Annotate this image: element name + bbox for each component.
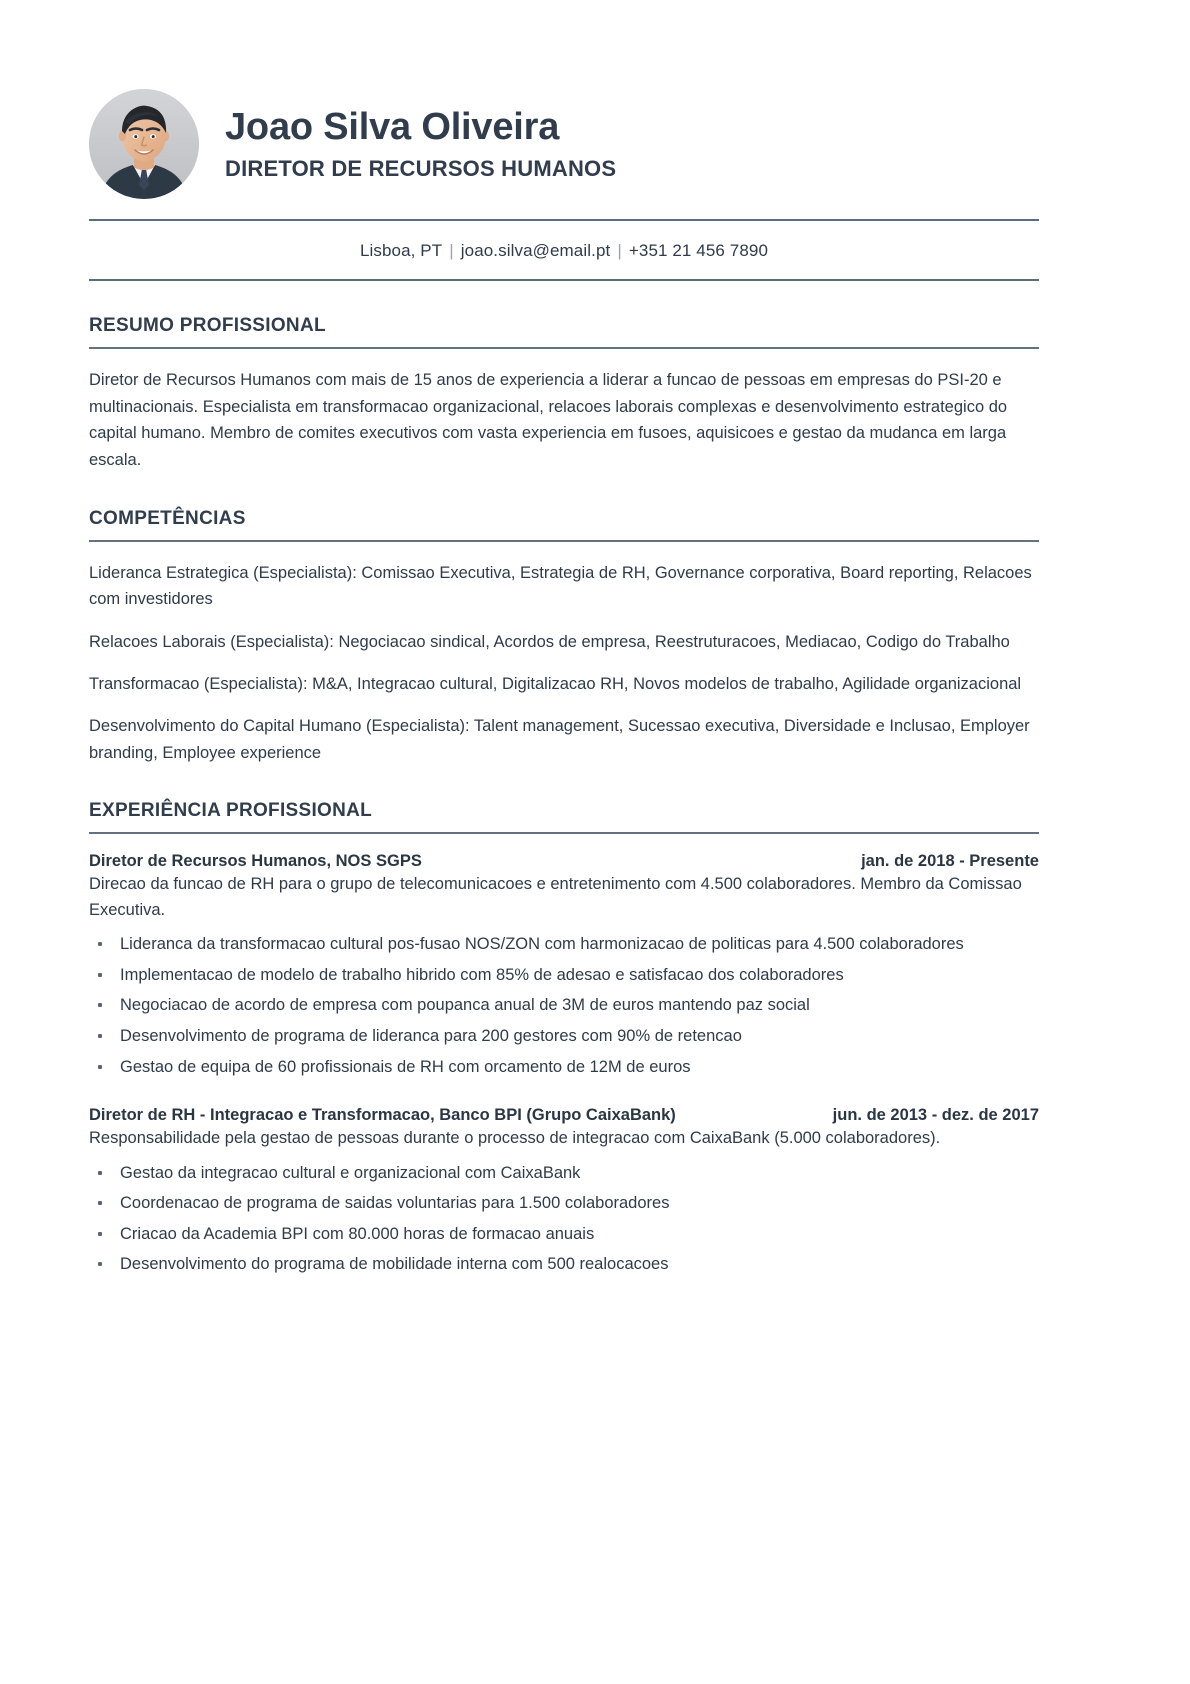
resume-content	[89, 85, 1039, 1278]
experience-dates: jun. de 2013 - dez. de 2017	[832, 1106, 1039, 1125]
experience-bullet-list	[89, 932, 1039, 1080]
list-item: Desenvolvimento do programa de mobilidade interna com 500 realocacoes	[89, 1252, 1039, 1278]
experience-description: Responsabilidade pela gestao de pessoas durante o processo de integracao com CaixaBank (5.000 colaboradores).	[89, 1129, 941, 1148]
section-heading-experience: EXPERIÊNCIA PROFISSIONAL	[89, 800, 373, 822]
section-rule-summary	[89, 347, 1039, 349]
section-rule-skills	[89, 540, 1039, 542]
skill-item: Lideranca Estrategica (Especialista): Comissao Executiva, Estrategia de RH, Governance corporativa, Board reporting, Relacoes com investidores	[89, 563, 1032, 609]
experience-entry-header	[89, 1106, 1039, 1125]
experience-dates: jan. de 2018 - Presente	[861, 852, 1039, 871]
list-item: Negociacao de acordo de empresa com poupanca anual de 3M de euros mantendo paz social	[89, 993, 1039, 1019]
headline-job-title: DIRETOR DE RECURSOS HUMANOS	[225, 156, 617, 182]
experience-entry-header	[89, 852, 1039, 871]
contact-bar	[89, 221, 1039, 279]
experience-entry	[89, 1106, 1039, 1278]
list-item: Coordenacao de programa de saidas voluntarias para 1.500 colaboradores	[89, 1191, 1039, 1217]
profile-photo-icon	[89, 89, 199, 199]
experience-role: Diretor de Recursos Humanos, NOS SGPS	[89, 852, 422, 871]
resume-header	[89, 85, 1039, 203]
experience-role: Diretor de RH - Integracao e Transformacao, Banco BPI (Grupo CaixaBank)	[89, 1106, 676, 1125]
experience-bullet-list	[89, 1161, 1039, 1278]
section-experiencia-profissional	[89, 800, 1039, 1278]
contact-separator-1: |	[449, 241, 454, 260]
list-item: Gestao da integracao cultural e organizacional com CaixaBank	[89, 1161, 1039, 1187]
skill-item: Desenvolvimento do Capital Humano (Especialista): Talent management, Sucessao executiva, Diversidade e Inclusao, Employer branding, Employee experience	[89, 717, 1030, 762]
skill-item: Transformacao (Especialista): M&A, Integracao cultural, Digitalizacao RH, Novos modelos de trabalho, Agilidade organizacional	[89, 675, 1022, 694]
resume-sheet	[10, 10, 1180, 1674]
header-divider-bottom	[89, 279, 1039, 281]
identity-block	[225, 106, 616, 183]
section-heading-summary: RESUMO PROFISSIONAL	[89, 315, 326, 336]
contact-separator-2: |	[617, 241, 622, 260]
contact-location: Lisboa, PT	[359, 241, 443, 260]
experience-description: Direcao da funcao de RH para o grupo de telecomunicacoes e entretenimento com 4.500 colaboradores. Membro da Comissao Executiva.	[89, 875, 1022, 919]
section-resumo-profissional	[89, 315, 1039, 474]
list-item: Implementacao de modelo de trabalho hibrido com 85% de adesao e satisfacao dos colaboradores	[89, 963, 1039, 989]
contact-phone[interactable]: +351 21 456 7890	[628, 241, 769, 260]
list-item: Lideranca da transformacao cultural pos-fusao NOS/ZON com harmonizacao de politicas para 4.500 colaboradores	[89, 932, 1039, 958]
skill-item: Relacoes Laborais (Especialista): Negociacao sindical, Acordos de empresa, Reestruturacoes, Mediacao, Codigo do Trabalho	[89, 632, 1010, 651]
experience-entry	[89, 852, 1039, 1080]
contact-email[interactable]: joao.silva@email.pt	[460, 241, 611, 260]
summary-text: Diretor de Recursos Humanos com mais de 15 anos de experiencia a liderar a funcao de pessoas em empresas do PSI-20 e multinacionais. Especialista em transformacao organizacional, relacoes laborais complexas e desenvolvimento estrategico do capital humano. Membro de comites executivos com vasta experiencia em fusoes, aquisicoes e gestao da mudanca em larga escala.	[89, 371, 1008, 470]
section-heading-skills: COMPETÊNCIAS	[89, 507, 246, 529]
list-item: Desenvolvimento de programa de lideranca para 200 gestores com 90% de retencao	[89, 1024, 1039, 1050]
section-rule-experience	[89, 832, 1039, 834]
section-competencias	[89, 508, 1039, 766]
list-item: Criacao da Academia BPI com 80.000 horas de formacao anuais	[89, 1222, 1039, 1248]
page-title: Joao Silva Oliveira	[225, 105, 560, 148]
list-item: Gestao de equipa de 60 profissionais de RH com orcamento de 12M de euros	[89, 1055, 1039, 1081]
avatar	[89, 89, 199, 199]
